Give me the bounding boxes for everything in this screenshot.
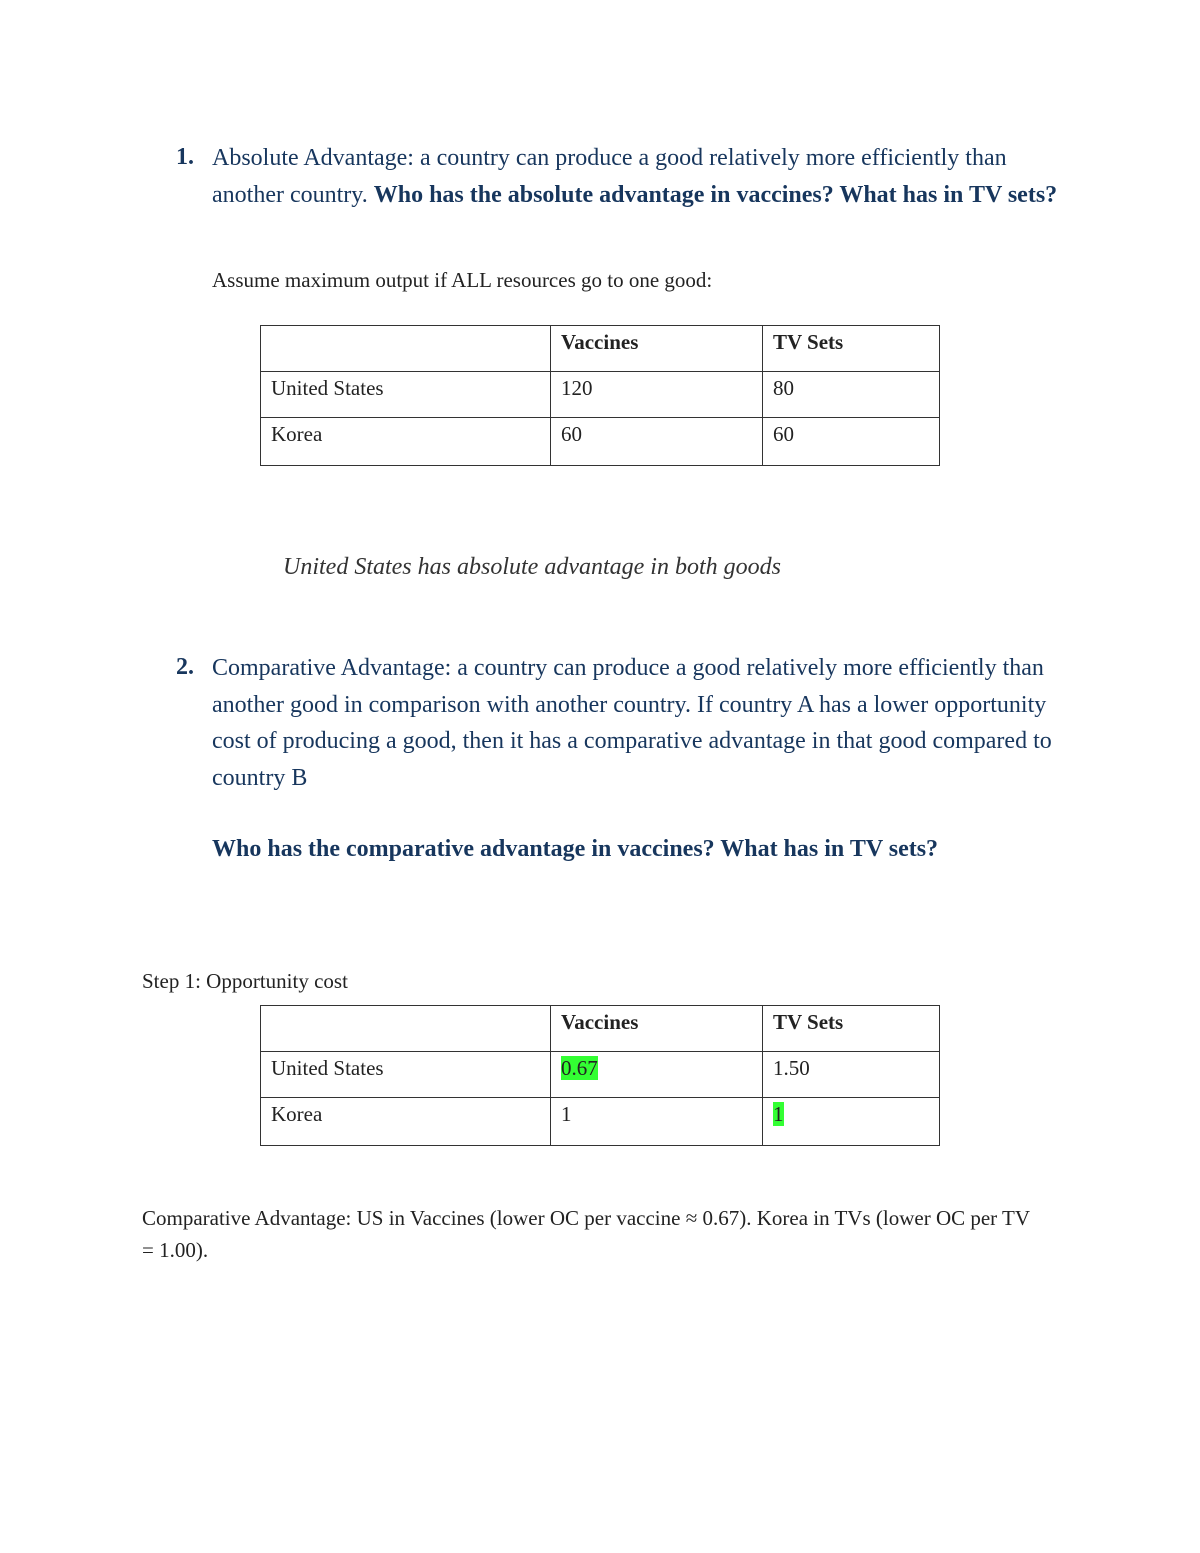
opportunity-cost-table	[260, 1005, 940, 1146]
section-1-number: 1.	[176, 144, 194, 170]
table-row	[261, 418, 940, 466]
table-cell	[551, 1052, 763, 1098]
highlighted-value: 0.67	[561, 1056, 598, 1080]
table-row	[261, 372, 940, 418]
highlighted-value: 1	[773, 1102, 784, 1126]
max-output-table	[260, 325, 940, 466]
table-cell: 120	[551, 372, 763, 418]
table-header-cell	[261, 1006, 551, 1052]
table-row	[261, 1052, 940, 1098]
table-cell: 1.50	[763, 1052, 940, 1098]
table-header-row	[261, 1006, 940, 1052]
section-2-question: Who has the comparative advantage in vaccines? What has in TV sets?	[212, 836, 939, 862]
absolute-advantage-conclusion: United States has absolute advantage in both goods	[283, 554, 781, 580]
table-header-cell: Vaccines	[551, 326, 763, 372]
section-1-text	[212, 140, 1072, 213]
table-cell: 60	[763, 418, 940, 466]
table-cell: 60	[551, 418, 763, 466]
table-cell: United States	[261, 1052, 551, 1098]
table-header-cell: TV Sets	[763, 1006, 940, 1052]
table-header-cell	[261, 326, 551, 372]
comparative-advantage-summary: Comparative Advantage: US in Vaccines (lower OC per vaccine ≈ 0.67). Korea in TVs (lower OC per TV = 1.00).	[142, 1206, 1030, 1262]
table-cell: 1	[551, 1098, 763, 1146]
assumption-text: Assume maximum output if ALL resources go to one good:	[212, 268, 713, 292]
step-1-label: Step 1: Opportunity cost	[142, 969, 348, 993]
table-header-cell: Vaccines	[551, 1006, 763, 1052]
table-cell: Korea	[261, 1098, 551, 1146]
section-1-question: Who has the absolute advantage in vaccines? What has in TV sets?	[373, 181, 1058, 208]
section-1-definition: Absolute Advantage: a country can produce a good relatively more efficiently than another country.	[212, 145, 1007, 208]
table-row	[261, 1098, 940, 1146]
table-cell: 80	[763, 372, 940, 418]
table-header-row	[261, 326, 940, 372]
table-cell: United States	[261, 372, 551, 418]
section-2-definition: Comparative Advantage: a country can produce a good relatively more efficiently than another good in comparison with another country. If country A has a lower opportunity cost of producing a good, then it has a comparative advantage in that good compared to country B	[212, 655, 1052, 791]
section-2-number: 2.	[176, 654, 194, 680]
table-header-cell: TV Sets	[763, 326, 940, 372]
table-cell	[763, 1098, 940, 1146]
table-cell: Korea	[261, 418, 551, 466]
